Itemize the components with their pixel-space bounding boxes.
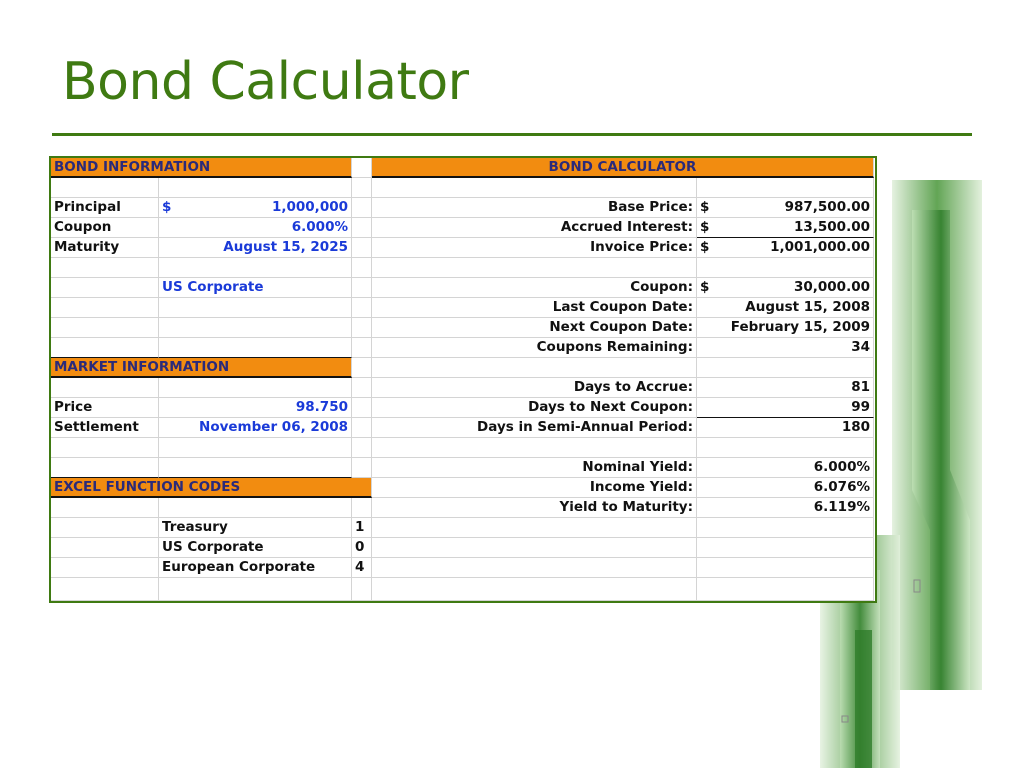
cell-empty xyxy=(159,258,352,278)
market-information-header: MARKET INFORMATION xyxy=(51,358,352,378)
base-price-label: Base Price: xyxy=(372,198,697,218)
bond-spreadsheet xyxy=(49,156,877,603)
cell-empty xyxy=(697,438,874,458)
invoice-price-label: Invoice Price: xyxy=(372,238,697,258)
principal-currency: $ xyxy=(162,199,172,215)
title-divider xyxy=(52,133,972,136)
maturity-label: Maturity xyxy=(51,238,159,258)
cell-empty xyxy=(697,578,874,601)
cell-empty xyxy=(51,298,159,318)
price-label: Price xyxy=(51,398,159,418)
ytm-value: 6.119% xyxy=(697,498,874,518)
invoice-price-value: 1,001,000.00 xyxy=(770,239,870,255)
cell-empty xyxy=(372,438,697,458)
cell-empty xyxy=(352,398,372,418)
cell-empty xyxy=(51,498,159,518)
maturity-input[interactable]: August 15, 2025 xyxy=(159,238,352,258)
cell-empty xyxy=(352,358,372,378)
cell-empty xyxy=(372,518,697,538)
cell-empty xyxy=(697,558,874,578)
last-coupon-label: Last Coupon Date: xyxy=(372,298,697,318)
cell-empty xyxy=(352,458,372,478)
next-coupon-value: February 15, 2009 xyxy=(697,318,874,338)
cell-empty xyxy=(159,338,352,358)
bond-type-input[interactable]: US Corporate xyxy=(159,278,352,298)
cell-empty xyxy=(352,338,372,358)
accrued-interest-currency: $ xyxy=(700,219,710,235)
cell-spacer xyxy=(352,158,372,178)
principal-label: Principal xyxy=(51,198,159,218)
cell-empty xyxy=(372,258,697,278)
code-value-european-corporate: 4 xyxy=(352,558,372,578)
nominal-yield-value: 6.000% xyxy=(697,458,874,478)
invoice-price-cell xyxy=(697,238,874,258)
cell-empty xyxy=(352,418,372,438)
cell-empty xyxy=(352,278,372,298)
accrued-interest-value: 13,500.00 xyxy=(793,219,870,235)
principal-input[interactable] xyxy=(159,198,352,218)
cell-empty xyxy=(159,578,352,601)
cell-empty xyxy=(352,198,372,218)
cell-empty xyxy=(372,558,697,578)
ytm-label: Yield to Maturity: xyxy=(372,498,697,518)
cell-empty xyxy=(51,318,159,338)
spreadsheet-grid xyxy=(51,158,875,601)
accrued-interest-cell xyxy=(697,218,874,238)
coupon-label: Coupon xyxy=(51,218,159,238)
cell-empty xyxy=(352,438,372,458)
cell-empty xyxy=(352,298,372,318)
cell-empty xyxy=(352,258,372,278)
cell-empty xyxy=(159,438,352,458)
cell-empty xyxy=(159,498,352,518)
bond-information-header: BOND INFORMATION xyxy=(51,158,352,178)
base-price-value: 987,500.00 xyxy=(784,199,870,215)
code-value-treasury: 1 xyxy=(352,518,372,538)
coupon-amount-currency: $ xyxy=(700,279,710,295)
cell-empty xyxy=(51,538,159,558)
cell-empty xyxy=(51,438,159,458)
cell-empty xyxy=(51,338,159,358)
last-coupon-value: August 15, 2008 xyxy=(697,298,874,318)
cell-empty xyxy=(352,378,372,398)
cell-empty xyxy=(372,358,697,378)
code-name-treasury: Treasury xyxy=(159,518,352,538)
slide-title: Bond Calculator xyxy=(62,52,469,112)
cell-empty xyxy=(372,538,697,558)
cell-empty xyxy=(51,518,159,538)
next-coupon-label: Next Coupon Date: xyxy=(372,318,697,338)
settlement-label: Settlement xyxy=(51,418,159,438)
cell-empty xyxy=(159,318,352,338)
base-price-cell xyxy=(697,198,874,218)
income-yield-label: Income Yield: xyxy=(372,478,697,498)
cell-empty xyxy=(352,238,372,258)
invoice-price-currency: $ xyxy=(700,239,710,255)
cell-empty xyxy=(697,358,874,378)
cell-empty xyxy=(697,518,874,538)
price-input[interactable]: 98.750 xyxy=(159,398,352,418)
cell-empty xyxy=(697,258,874,278)
days-to-accrue-label: Days to Accrue: xyxy=(372,378,697,398)
coupon-input[interactable]: 6.000% xyxy=(159,218,352,238)
base-price-currency: $ xyxy=(700,199,710,215)
cell-empty xyxy=(51,278,159,298)
excel-function-codes-header: EXCEL FUNCTION CODES xyxy=(51,478,372,498)
code-name-us-corporate: US Corporate xyxy=(159,538,352,558)
cell-empty xyxy=(352,578,372,601)
days-to-next-value: 99 xyxy=(697,398,874,418)
accrued-interest-label: Accrued Interest: xyxy=(372,218,697,238)
days-to-next-label: Days to Next Coupon: xyxy=(372,398,697,418)
bond-calculator-header: BOND CALCULATOR xyxy=(372,158,874,178)
cell-empty xyxy=(372,578,697,601)
settlement-input[interactable]: November 06, 2008 xyxy=(159,418,352,438)
cell-empty xyxy=(697,538,874,558)
cell-empty xyxy=(352,318,372,338)
days-to-accrue-value: 81 xyxy=(697,378,874,398)
cell-empty xyxy=(352,178,372,198)
cell-empty xyxy=(159,378,352,398)
cell-empty xyxy=(51,578,159,601)
cell-empty xyxy=(51,558,159,578)
principal-value: 1,000,000 xyxy=(271,199,348,215)
cell-empty xyxy=(51,178,159,198)
cell-empty xyxy=(51,458,159,478)
cell-empty xyxy=(159,458,352,478)
nominal-yield-label: Nominal Yield: xyxy=(372,458,697,478)
code-value-us-corporate: 0 xyxy=(352,538,372,558)
cell-empty xyxy=(159,298,352,318)
days-in-period-label: Days in Semi-Annual Period: xyxy=(372,418,697,438)
cell-empty xyxy=(697,178,874,198)
coupon-amount-value: 30,000.00 xyxy=(793,279,870,295)
cell-empty xyxy=(352,218,372,238)
coupons-remaining-value: 34 xyxy=(697,338,874,358)
coupon-amount-label: Coupon: xyxy=(372,278,697,298)
coupons-remaining-label: Coupons Remaining: xyxy=(372,338,697,358)
cell-empty xyxy=(51,258,159,278)
cell-empty xyxy=(51,378,159,398)
cell-empty xyxy=(352,498,372,518)
days-in-period-value: 180 xyxy=(697,418,874,438)
coupon-amount-cell xyxy=(697,278,874,298)
income-yield-value: 6.076% xyxy=(697,478,874,498)
cell-empty xyxy=(372,178,697,198)
cell-empty xyxy=(159,178,352,198)
code-name-european-corporate: European Corporate xyxy=(159,558,352,578)
